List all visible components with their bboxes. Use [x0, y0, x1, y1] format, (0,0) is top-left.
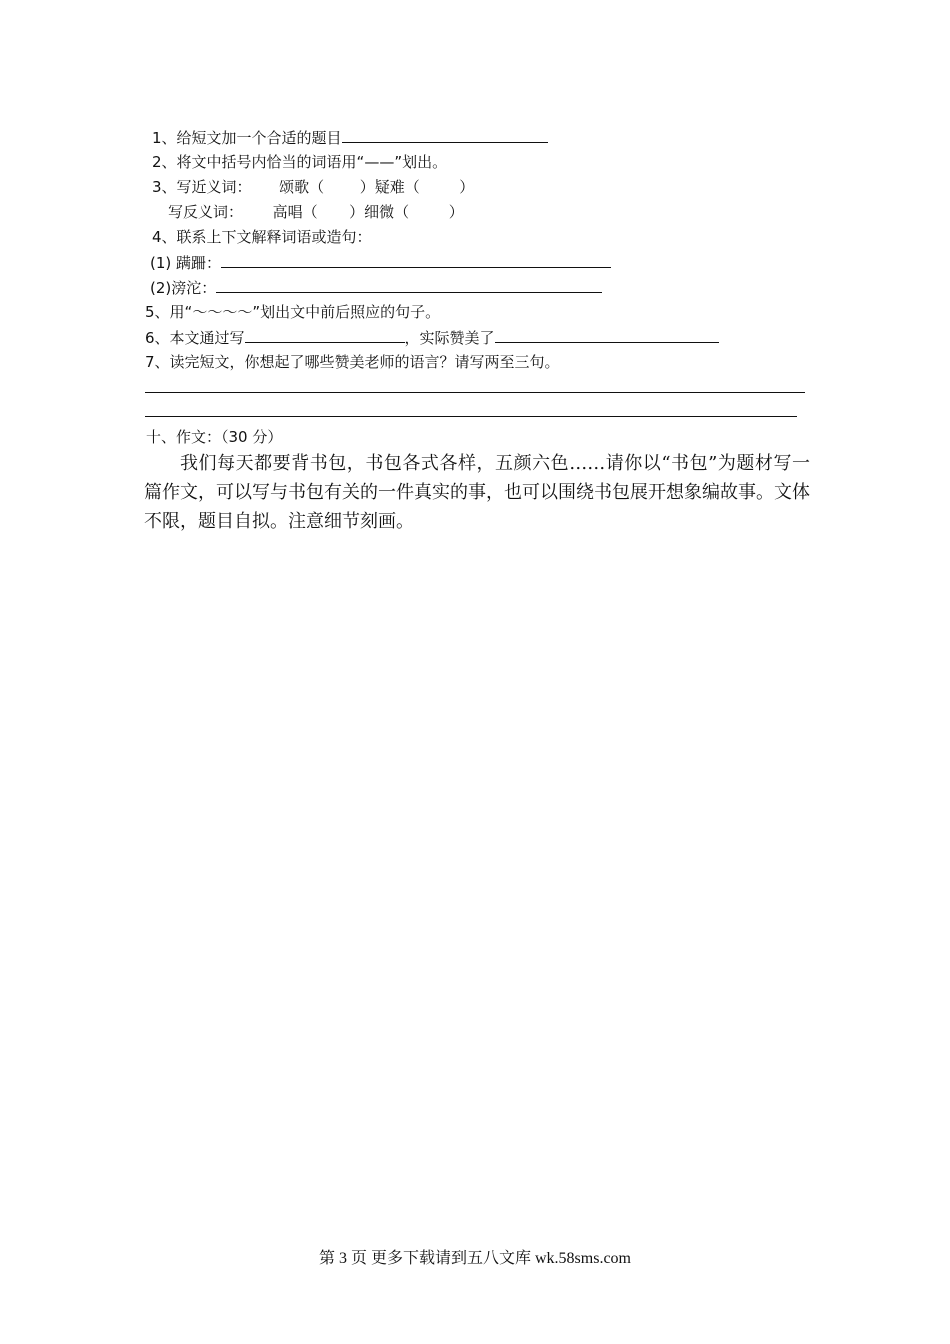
- question-1: [152, 127, 548, 148]
- question-3-synonyms: [152, 177, 474, 197]
- composition-heading: [146, 427, 282, 447]
- page-footer: 第 3 页 更多下载请到五八文库 wk.58sms.com: [318, 1250, 631, 1267]
- question-6: [145, 327, 719, 348]
- synonym-close: ）: [459, 178, 475, 196]
- question-2: [152, 152, 447, 172]
- answer-line-2[interactable]: [145, 416, 797, 417]
- antonym-word-1: 高唱（: [272, 203, 318, 221]
- question-7: [145, 352, 560, 372]
- question-1-text: 1、给短文加一个合适的题目: [152, 129, 342, 147]
- answer-line-1[interactable]: [145, 392, 805, 393]
- answer-blank-praised[interactable]: [495, 327, 719, 343]
- sub-1-label: (1) 蹒跚：: [150, 254, 222, 272]
- answer-blank-sub-2[interactable]: [216, 277, 602, 293]
- antonym-answer-2[interactable]: [414, 202, 444, 217]
- synonym-word-1: 颂歌（: [279, 178, 325, 196]
- answer-blank-sub-1[interactable]: [221, 252, 611, 268]
- question-4-sub-1: [150, 252, 611, 273]
- antonym-word-2: ）细微（: [349, 203, 410, 221]
- question-7-text: 7、读完短文，你想起了哪些赞美老师的语言？请写两至三句。: [145, 353, 560, 371]
- question-4-text: 4、联系上下文解释词语或造句：: [152, 228, 372, 246]
- question-3-antonyms: [168, 202, 464, 222]
- antonym-close: ）: [448, 203, 464, 221]
- composition-heading-text: 十、作文：（30 分）: [146, 428, 283, 446]
- synonym-answer-2[interactable]: [424, 177, 454, 192]
- question-5: [145, 302, 440, 322]
- antonyms-label: 写反义词：: [168, 203, 244, 221]
- answer-blank-written-about[interactable]: [245, 327, 405, 343]
- question-4: [152, 227, 372, 247]
- antonym-answer-1[interactable]: [322, 202, 344, 217]
- synonyms-label: 3、写近义词：: [152, 178, 252, 196]
- answer-blank-title[interactable]: [342, 127, 548, 143]
- question-2-text: 2、将文中括号内恰当的词语用“——”划出。: [152, 153, 448, 171]
- synonym-word-2: ）疑难（: [359, 178, 420, 196]
- synonym-answer-1[interactable]: [329, 177, 355, 192]
- question-5-text: 5、用“～～～～”划出文中前后照应的句子。: [145, 303, 441, 321]
- question-4-sub-2: [150, 277, 602, 298]
- sub-2-label: (2)滂沱：: [150, 279, 217, 297]
- question-6-prefix: 6、本文通过写: [145, 329, 245, 347]
- composition-prompt: 我们每天都要背书包，书包各式各样，五颜六色……请你以“书包”为题材写一篇作文，可以写与书包有关的一件真实的事，也可以围绕书包展开想象编故事。文体不限，题目自拟。注意细节刻画。: [144, 453, 810, 532]
- question-6-middle: ，实际赞美了: [404, 329, 495, 347]
